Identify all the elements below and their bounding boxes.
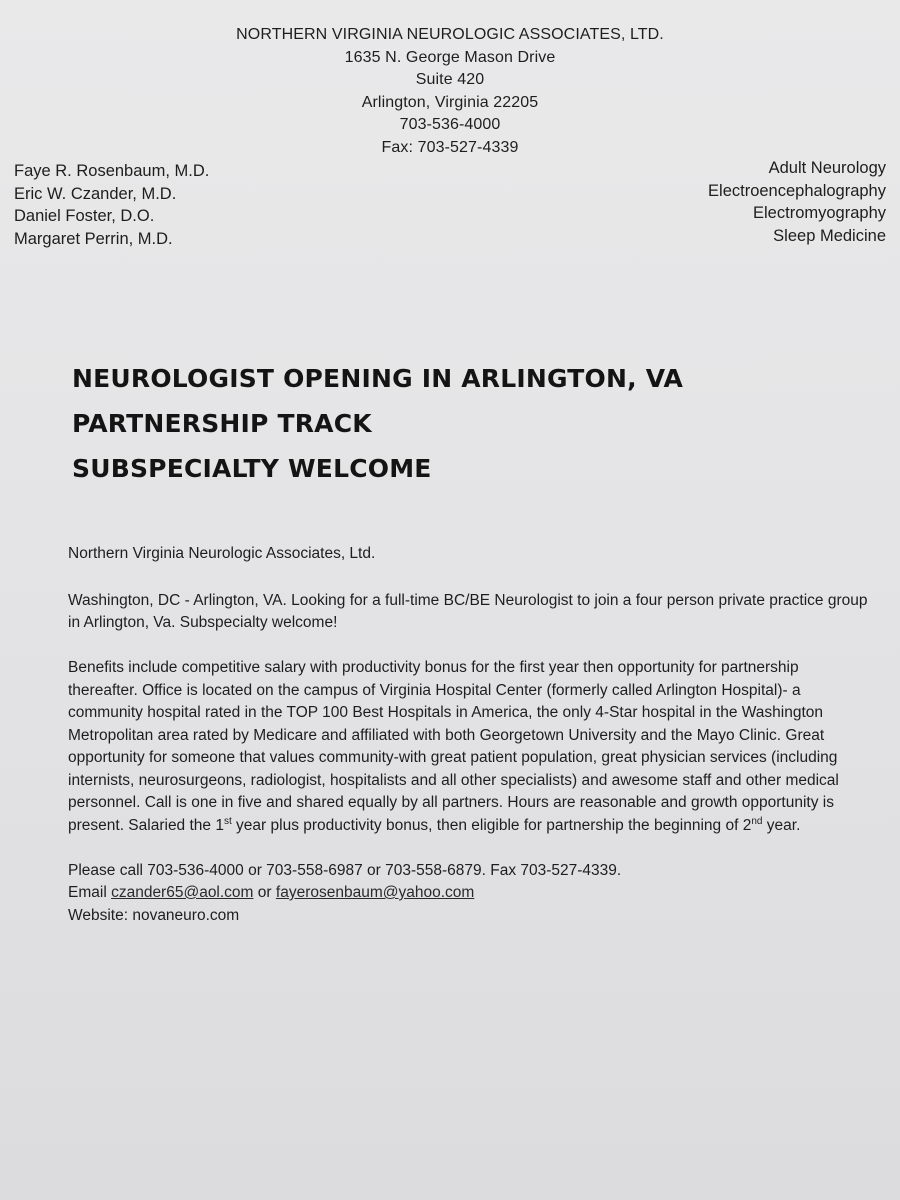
suite: Suite 420	[415, 71, 485, 88]
benefits-line: values community-with great patient population, great physician services (including internists,	[68, 749, 838, 789]
contact-info	[68, 860, 868, 928]
intro-paragraph: Washington, DC - Arlington, VA. Looking for a full-time BC/BE Neurologist to join a four person private practice group in Arlington, Va. Subspecialty welcome!	[68, 591, 868, 631]
fax: Fax: 703-527-4339	[381, 138, 519, 156]
benefits-line: neurosurgeons, radiologist, hospitalists and all other specialists) and awesome staff and other	[138, 771, 782, 789]
service-item: Adult Neurology	[768, 159, 886, 177]
email-link-rosenbaum[interactable]: fayerosenbaum@yahoo.com	[275, 884, 475, 901]
benefits-text: year plus productivity bonus, then eligible	[231, 816, 520, 834]
firm-name: Northern Virginia Neurologic Associates, Ltd.	[68, 545, 376, 562]
doctor-name: Margaret Perrin, M.D.	[14, 229, 173, 248]
doctor-name: Eric W. Czander, M.D.	[14, 184, 177, 203]
service-item: Sleep Medicine	[773, 226, 886, 245]
phone: 703-536-4000	[399, 116, 501, 133]
benefits-text: and growth opportunity is present. Salaried the 1	[68, 794, 834, 834]
benefits-line: called Arlington Hospital)- a community hospital rated in the TOP 100 Best Hospitals in America,	[68, 681, 801, 721]
doctor-list	[14, 160, 209, 250]
service-item: Electroencephalography	[708, 181, 886, 200]
job-headline	[72, 356, 683, 491]
org-name: NORTHERN VIRGINIA NEUROLOGIC ASSOCIATES, LTD.	[236, 26, 664, 43]
benefits-line: Benefits include competitive salary with productivity bonus for the first year then opportunity	[68, 659, 695, 676]
headline-line: PARTNERSHIP TRACK	[72, 409, 372, 438]
headline-line: SUBSPECIALTY WELCOME	[72, 454, 432, 483]
benefits-line: with both Georgetown University and the Mayo Clinic. Great opportunity for someone that	[68, 726, 825, 766]
street-address: 1635 N. George Mason Drive	[344, 48, 556, 66]
ordinal-suffix: st	[223, 815, 232, 827]
doctor-name: Daniel Foster, D.O.	[14, 207, 155, 225]
email-label: Email	[68, 884, 112, 901]
benefits-line-partnership	[524, 817, 801, 834]
service-item: Electromyography	[753, 204, 886, 222]
benefits-text: for partnership the beginning of 2	[523, 816, 752, 834]
doctor-name: Faye R. Rosenbaum, M.D.	[14, 162, 210, 180]
services-list	[708, 157, 886, 247]
benefits-line: medical personnel. Call is one in five and shared equally by all partners. Hours are reasonable	[68, 771, 839, 811]
headline-line: NEUROLOGIST OPENING IN ARLINGTON, VA	[72, 364, 684, 393]
benefits-text: year.	[762, 816, 801, 834]
email-link-czander[interactable]: czander65@aol.com	[111, 884, 254, 901]
website: Website: novaneuro.com	[68, 906, 240, 924]
city-state-zip: Arlington, Virginia 22205	[361, 93, 539, 111]
letterhead	[150, 24, 750, 159]
benefits-line: the only 4-Star hospital in the Washington Metropolitan area rated by Medicare and affiliated	[68, 704, 824, 744]
call-line: Please call 703-536-4000 or 703-558-6987 or 703-558-6879. Fax 703-527-4339.	[68, 861, 622, 879]
benefits-paragraph	[68, 657, 868, 837]
job-description	[68, 543, 868, 927]
email-separator: or	[253, 884, 276, 901]
benefits-line: for partnership thereafter. Office is located on the campus of Virginia Hospital Center (formerly	[68, 659, 799, 699]
ordinal-suffix: nd	[751, 815, 763, 827]
